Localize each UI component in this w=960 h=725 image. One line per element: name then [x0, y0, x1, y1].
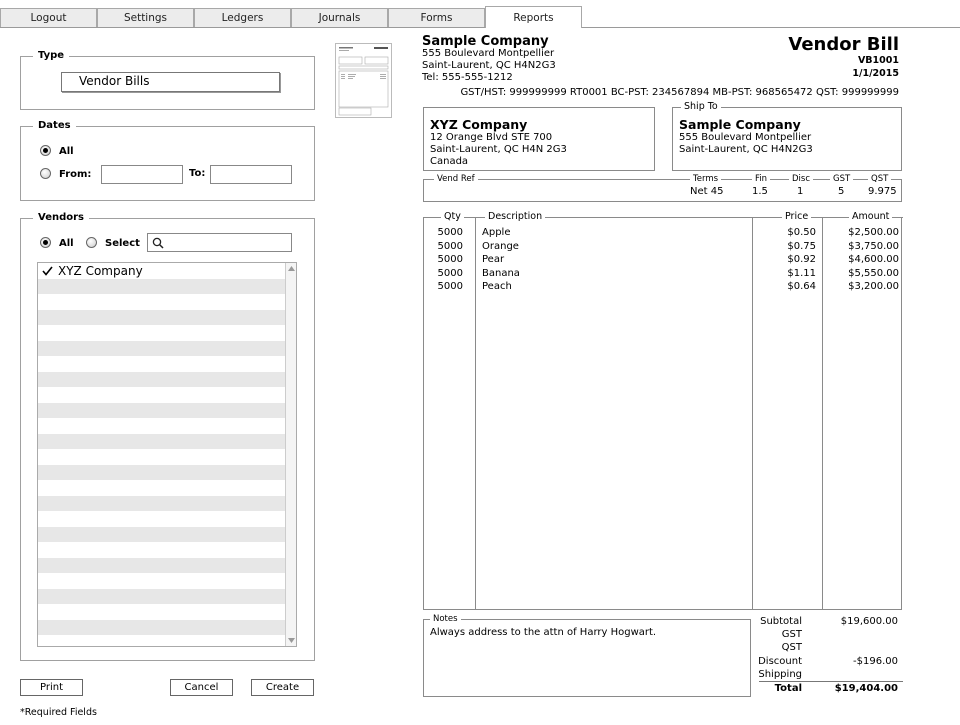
- create-button[interactable]: Create: [251, 679, 314, 696]
- list-item[interactable]: [38, 449, 286, 465]
- ship-to-box: [672, 101, 902, 171]
- line-price: $0.75: [787, 240, 816, 252]
- company-telephone: Tel: 555-555-1212: [422, 72, 513, 83]
- list-item[interactable]: [38, 434, 286, 450]
- dates-legend: Dates: [33, 119, 76, 133]
- notes-legend: Notes: [430, 613, 461, 625]
- tab-settings[interactable]: Settings: [97, 8, 194, 28]
- column-divider: [752, 217, 753, 609]
- line-qty: 5000: [437, 227, 463, 238]
- list-item[interactable]: [38, 480, 286, 496]
- type-legend: Type: [33, 49, 69, 63]
- line-price: $1.11: [787, 267, 816, 279]
- scroll-up-icon[interactable]: [288, 266, 295, 271]
- subtotal-label: Subtotal: [760, 616, 802, 627]
- list-item[interactable]: [38, 542, 286, 558]
- line-amount: $5,550.00: [848, 267, 899, 279]
- total-value: $19,404.00: [834, 683, 898, 694]
- list-item[interactable]: [38, 620, 286, 636]
- list-item[interactable]: [38, 325, 286, 341]
- tab-logout[interactable]: Logout: [0, 8, 97, 28]
- line-amount: $2,500.00: [848, 227, 899, 238]
- line-description: Orange: [482, 240, 519, 252]
- vendor-address-box: [423, 107, 655, 171]
- total-label: Total: [774, 683, 802, 694]
- line-price: $0.92: [787, 254, 816, 265]
- fin-label: Fin: [752, 173, 770, 185]
- scroll-down-icon[interactable]: [288, 638, 295, 643]
- list-item[interactable]: [38, 558, 286, 574]
- type-panel: [20, 50, 315, 110]
- date-from-input[interactable]: [101, 165, 183, 184]
- discount-value: -$196.00: [853, 656, 898, 667]
- vendor-name: XYZ Company: [58, 264, 143, 278]
- ship-to-address-line1: 555 Boulevard Montpellier: [679, 132, 812, 143]
- vendors-select-label: Select: [105, 238, 140, 249]
- qst-value: 9.975: [868, 186, 897, 197]
- list-item[interactable]: [38, 527, 286, 543]
- qty-column-header: Qty: [441, 211, 464, 222]
- line-qty: 5000: [437, 254, 463, 265]
- terms-bar: [423, 174, 902, 202]
- company-address-line2: Saint-Laurent, QC H4N2G3: [422, 60, 556, 71]
- line-amount: $3,750.00: [848, 240, 899, 252]
- vendors-all-radio[interactable]: [40, 237, 51, 248]
- discount-label: Discount: [758, 656, 802, 667]
- tab-ledgers[interactable]: Ledgers: [194, 8, 291, 28]
- list-item[interactable]: [38, 279, 286, 295]
- tab-divider: [0, 27, 960, 28]
- bill-date: 1/1/2015: [852, 68, 899, 79]
- column-divider: [475, 217, 476, 609]
- notes-text: Always address to the attn of Harry Hogwart.: [430, 627, 657, 638]
- tab-forms[interactable]: Forms: [388, 8, 485, 28]
- cancel-button[interactable]: Cancel: [170, 679, 233, 696]
- total-rule: [759, 681, 903, 682]
- qst-label: QST: [868, 173, 891, 185]
- report-type-select[interactable]: Vendor Bills: [61, 72, 280, 92]
- qst-total-label: QST: [781, 642, 802, 653]
- vendors-legend: Vendors: [33, 211, 89, 225]
- dates-all-label: All: [59, 146, 74, 157]
- line-qty: 5000: [437, 281, 463, 292]
- disc-label: Disc: [789, 173, 813, 185]
- subtotal-value: $19,600.00: [840, 616, 898, 627]
- list-item[interactable]: [38, 589, 286, 605]
- vendor-search-input[interactable]: [147, 233, 292, 252]
- ship-to-address-line2: Saint-Laurent, QC H4N2G3: [679, 144, 813, 155]
- column-divider: [822, 217, 823, 609]
- list-item[interactable]: [38, 341, 286, 357]
- list-item[interactable]: [38, 573, 286, 589]
- dates-from-label: From:: [59, 169, 92, 180]
- vendor-list-scrollbar[interactable]: [285, 263, 296, 646]
- vendors-all-label: All: [59, 238, 74, 249]
- tab-bar: [0, 0, 960, 28]
- list-item[interactable]: [38, 356, 286, 372]
- dates-all-radio[interactable]: [40, 145, 51, 156]
- vendor-address-line2: Saint-Laurent, QC H4N 2G3: [430, 144, 567, 155]
- vendors-select-radio[interactable]: [86, 237, 97, 248]
- list-item[interactable]: [38, 635, 286, 647]
- vend-ref-label: Vend Ref: [434, 173, 478, 185]
- line-description: Pear: [482, 254, 505, 265]
- document-preview-icon: [336, 44, 391, 117]
- line-price: $0.50: [787, 227, 816, 238]
- shipping-label: Shipping: [758, 669, 802, 680]
- vendor-list[interactable]: [37, 262, 297, 647]
- line-description: Apple: [482, 227, 511, 238]
- tax-registration-ids: GST/HST: 999999999 RT0001 BC-PST: 234567894 MB-PST: 968565472 QST: 999999999: [460, 87, 899, 98]
- search-icon: [152, 237, 164, 249]
- vendor-name: XYZ Company: [430, 117, 528, 132]
- list-item[interactable]: [38, 418, 286, 434]
- vendor-address-line1: 12 Orange Blvd STE 700: [430, 132, 553, 143]
- document-title: Vendor Bill: [788, 34, 899, 55]
- gst-total-label: GST: [781, 629, 802, 640]
- date-to-input[interactable]: [210, 165, 292, 184]
- ship-to-name: Sample Company: [679, 117, 801, 132]
- list-item[interactable]: [38, 294, 286, 310]
- notes-box: [423, 614, 751, 697]
- list-item[interactable]: [38, 465, 286, 481]
- line-qty: 5000: [437, 240, 463, 252]
- gst-value: 5: [838, 186, 845, 197]
- disc-value: 1: [797, 186, 804, 197]
- required-fields-note: *Required Fields: [20, 707, 97, 718]
- list-item[interactable]: [38, 511, 286, 527]
- description-column-header: Description: [485, 211, 545, 222]
- amount-column-header: Amount: [849, 211, 892, 222]
- terms-value: Net 45: [690, 186, 724, 197]
- terms-label: Terms: [690, 173, 721, 185]
- print-button[interactable]: Print: [20, 679, 83, 696]
- list-item[interactable]: [38, 372, 286, 388]
- list-item[interactable]: [38, 263, 286, 279]
- line-description: Banana: [482, 267, 520, 279]
- dates-from-radio[interactable]: [40, 168, 51, 179]
- list-item[interactable]: [38, 496, 286, 512]
- line-amount: $4,600.00: [848, 254, 899, 265]
- checkmark-icon: [42, 266, 53, 276]
- line-description: Peach: [482, 281, 512, 292]
- bill-number: VB1001: [857, 55, 899, 66]
- dates-panel: [20, 120, 315, 201]
- company-address-line1: 555 Boulevard Montpellier: [422, 48, 555, 59]
- line-items-table: [423, 211, 902, 610]
- tab-journals[interactable]: Journals: [291, 8, 388, 28]
- line-qty: 5000: [437, 267, 463, 279]
- dates-to-label: To:: [189, 168, 206, 179]
- report-thumbnail[interactable]: [335, 43, 392, 118]
- gst-label: GST: [830, 173, 853, 185]
- vendor-address-line3: Canada: [430, 156, 469, 167]
- line-amount: $3,200.00: [848, 281, 899, 292]
- list-item[interactable]: [38, 604, 286, 620]
- tab-reports[interactable]: Reports: [485, 6, 582, 28]
- list-item[interactable]: [38, 403, 286, 419]
- price-column-header: Price: [782, 211, 811, 222]
- list-item[interactable]: [38, 310, 286, 326]
- line-price: $0.64: [787, 281, 816, 292]
- fin-value: 1.5: [752, 186, 768, 197]
- list-item[interactable]: [38, 387, 286, 403]
- company-name: Sample Company: [422, 34, 549, 49]
- ship-to-legend: Ship To: [681, 101, 721, 113]
